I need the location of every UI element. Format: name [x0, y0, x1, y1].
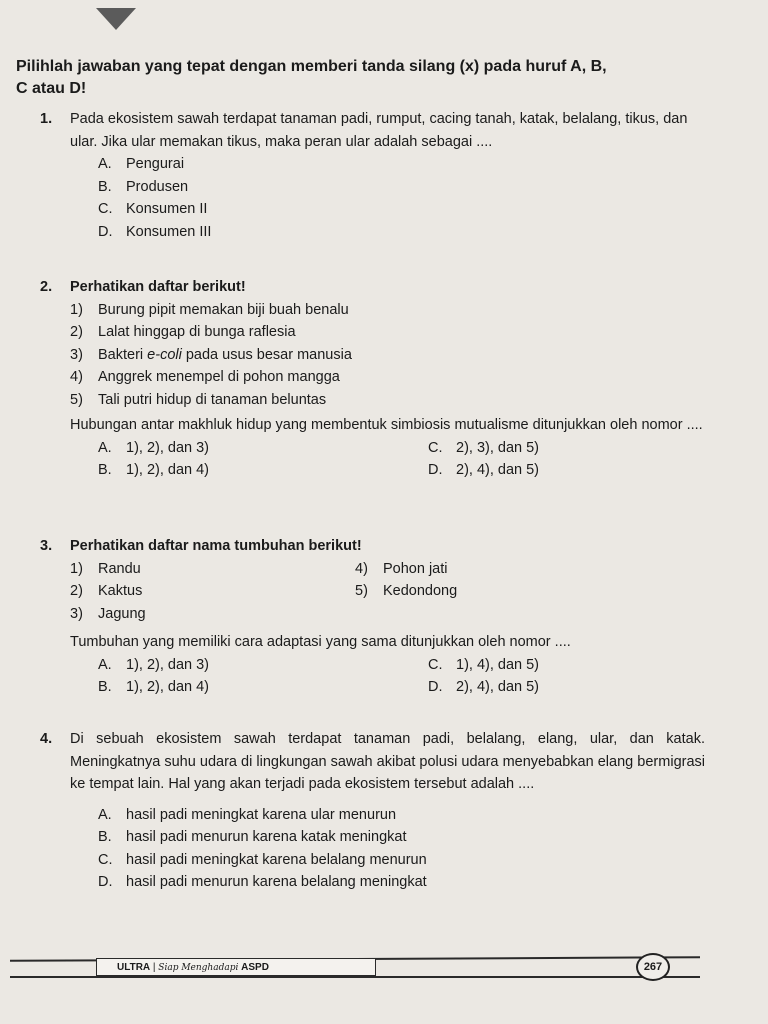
option-list	[98, 804, 705, 894]
footer-subtitle: Siap Menghadapi	[158, 963, 239, 973]
list-item	[70, 558, 355, 581]
option-list	[98, 153, 700, 243]
option-text: hasil padi menurun karena belalang meningkat	[126, 874, 427, 890]
item-number: 2)	[70, 583, 83, 599]
corner-triangle-mark	[96, 8, 136, 30]
option-letter: B.	[98, 679, 112, 695]
item-text-pre: Bakteri	[98, 346, 148, 363]
option-text: 1), 4), dan 5)	[456, 656, 540, 673]
option-a[interactable]	[98, 804, 705, 827]
item-number: 2)	[70, 324, 83, 340]
item-text: Burung pipit memakan biji buah benalu	[98, 301, 349, 318]
option-d[interactable]	[98, 871, 705, 894]
instruction-text	[16, 56, 716, 100]
option-letter: A.	[98, 156, 112, 172]
list-item	[355, 558, 655, 581]
item-text: Anggrek menempel di pohon mangga	[98, 369, 340, 385]
footer-brand: ULTRA	[117, 962, 151, 973]
instruction-line-2: C atau D!	[16, 80, 87, 97]
option-text: Pengurai	[126, 156, 185, 172]
question-text: Di sebuah ekosistem sawah terdapat tanaman padi, belalang, elang, ular, dan katak. Meningkatnya suhu udara di lingkungan sawah akibat polusi udara menyebabkan elang bermigrasi ke tempat lain. Hal yang akan terjadi pada ekosistem tersebut adalah ....	[70, 731, 705, 792]
option-letter: C.	[98, 851, 113, 868]
item-text-italic: e-coli	[147, 346, 182, 363]
item-number: 5)	[355, 583, 368, 599]
option-text: 2), 4), dan 5)	[456, 679, 540, 695]
option-text: 1), 2), dan 3)	[126, 656, 210, 673]
item-text: Pohon jati	[383, 560, 448, 577]
option-letter: D.	[428, 462, 443, 478]
item-number: 4)	[355, 560, 368, 577]
list-item	[70, 580, 355, 603]
question-title: Perhatikan daftar nama tumbuhan berikut!	[70, 538, 362, 554]
option-b[interactable]	[98, 459, 428, 482]
question-number: 2.	[40, 279, 53, 295]
list-item	[70, 366, 705, 389]
option-c[interactable]	[98, 849, 705, 872]
instruction-line-1: Pilihlah jawaban yang tepat dengan memberi tanda silang (x) pada huruf A, B,	[16, 58, 607, 75]
item-number: 4)	[70, 369, 83, 385]
item-number: 3)	[70, 346, 83, 363]
option-c[interactable]	[428, 437, 728, 460]
question-text: Pada ekosistem sawah terdapat tanaman padi, rumput, cacing tanah, katak, belalang, tikus, dan ular. Jika ular memakan tikus, maka peran ular adalah sebagai ....	[70, 111, 688, 150]
page-footer	[0, 948, 768, 988]
option-a[interactable]	[98, 437, 428, 460]
option-text: Konsumen II	[126, 201, 208, 217]
option-letter: C.	[428, 656, 443, 673]
option-letter: A.	[98, 439, 112, 456]
option-letter: A.	[98, 806, 112, 823]
item-text	[98, 344, 352, 367]
list-item	[70, 603, 355, 626]
option-text: 2), 4), dan 5)	[456, 462, 540, 478]
question-title: Perhatikan daftar berikut!	[70, 279, 246, 295]
item-number: 3)	[70, 605, 83, 622]
item-number: 1)	[70, 560, 83, 577]
option-text: Konsumen III	[126, 223, 212, 240]
option-d[interactable]	[98, 221, 700, 244]
option-letter: D.	[98, 223, 113, 240]
statement-list	[70, 299, 705, 412]
option-text: hasil padi meningkat karena ular menurun	[126, 806, 397, 823]
option-grid	[98, 654, 705, 699]
option-letter: C.	[98, 201, 113, 217]
item-text: Lalat hinggap di bunga raflesia	[98, 324, 296, 340]
option-text: 1), 2), dan 3)	[126, 439, 210, 456]
option-letter: D.	[428, 679, 443, 695]
option-b[interactable]	[98, 676, 428, 699]
list-item	[70, 344, 705, 367]
option-text: 2), 3), dan 5)	[456, 439, 540, 456]
footer-aspd: ASPD	[241, 962, 269, 973]
option-text: 1), 2), dan 4)	[126, 462, 210, 478]
footer-book-title	[96, 958, 376, 976]
item-text-post: pada usus besar manusia	[181, 346, 352, 363]
option-b[interactable]	[98, 826, 705, 849]
question-text: Tumbuhan yang memiliki cara adaptasi yang sama ditunjukkan oleh nomor ....	[70, 634, 571, 650]
list-item	[70, 321, 705, 344]
option-a[interactable]	[98, 153, 700, 176]
footer-separator: |	[150, 962, 159, 973]
item-text: Jagung	[98, 605, 146, 622]
item-number: 5)	[70, 391, 83, 408]
option-b[interactable]	[98, 176, 700, 199]
option-d[interactable]	[428, 459, 728, 482]
page-number: 267	[636, 953, 670, 981]
option-letter: B.	[98, 462, 112, 478]
question-number: 4.	[40, 731, 53, 747]
option-letter: B.	[98, 178, 112, 195]
option-text: hasil padi meningkat karena belalang menurun	[126, 851, 427, 868]
option-c[interactable]	[98, 198, 700, 221]
question-4	[40, 728, 705, 894]
item-text: Kedondong	[383, 583, 458, 599]
question-text: Hubungan antar makhluk hidup yang membentuk simbiosis mutualisme ditunjukkan oleh nomor ....	[70, 417, 703, 433]
item-number: 1)	[70, 301, 83, 318]
option-text: 1), 2), dan 4)	[126, 679, 210, 695]
list-item	[70, 299, 705, 322]
item-text: Tali putri hidup di tanaman beluntas	[98, 391, 327, 408]
option-letter: D.	[98, 874, 113, 890]
option-letter: A.	[98, 656, 112, 673]
item-text: Kaktus	[98, 583, 143, 599]
question-2	[40, 276, 705, 482]
option-c[interactable]	[428, 654, 728, 677]
option-text: Produsen	[126, 178, 189, 195]
footer-rule-bottom	[10, 976, 700, 978]
option-letter: B.	[98, 829, 112, 845]
question-3	[40, 535, 705, 699]
plant-list	[70, 558, 705, 626]
list-item	[70, 389, 705, 412]
list-item	[355, 580, 655, 603]
option-d[interactable]	[428, 676, 728, 699]
option-grid	[98, 437, 705, 482]
option-text: hasil padi menurun karena katak meningkat	[126, 829, 407, 845]
question-1	[40, 108, 700, 243]
item-text: Randu	[98, 560, 141, 577]
option-a[interactable]	[98, 654, 428, 677]
question-number: 3.	[40, 538, 53, 554]
option-letter: C.	[428, 439, 443, 456]
question-number: 1.	[40, 111, 53, 127]
